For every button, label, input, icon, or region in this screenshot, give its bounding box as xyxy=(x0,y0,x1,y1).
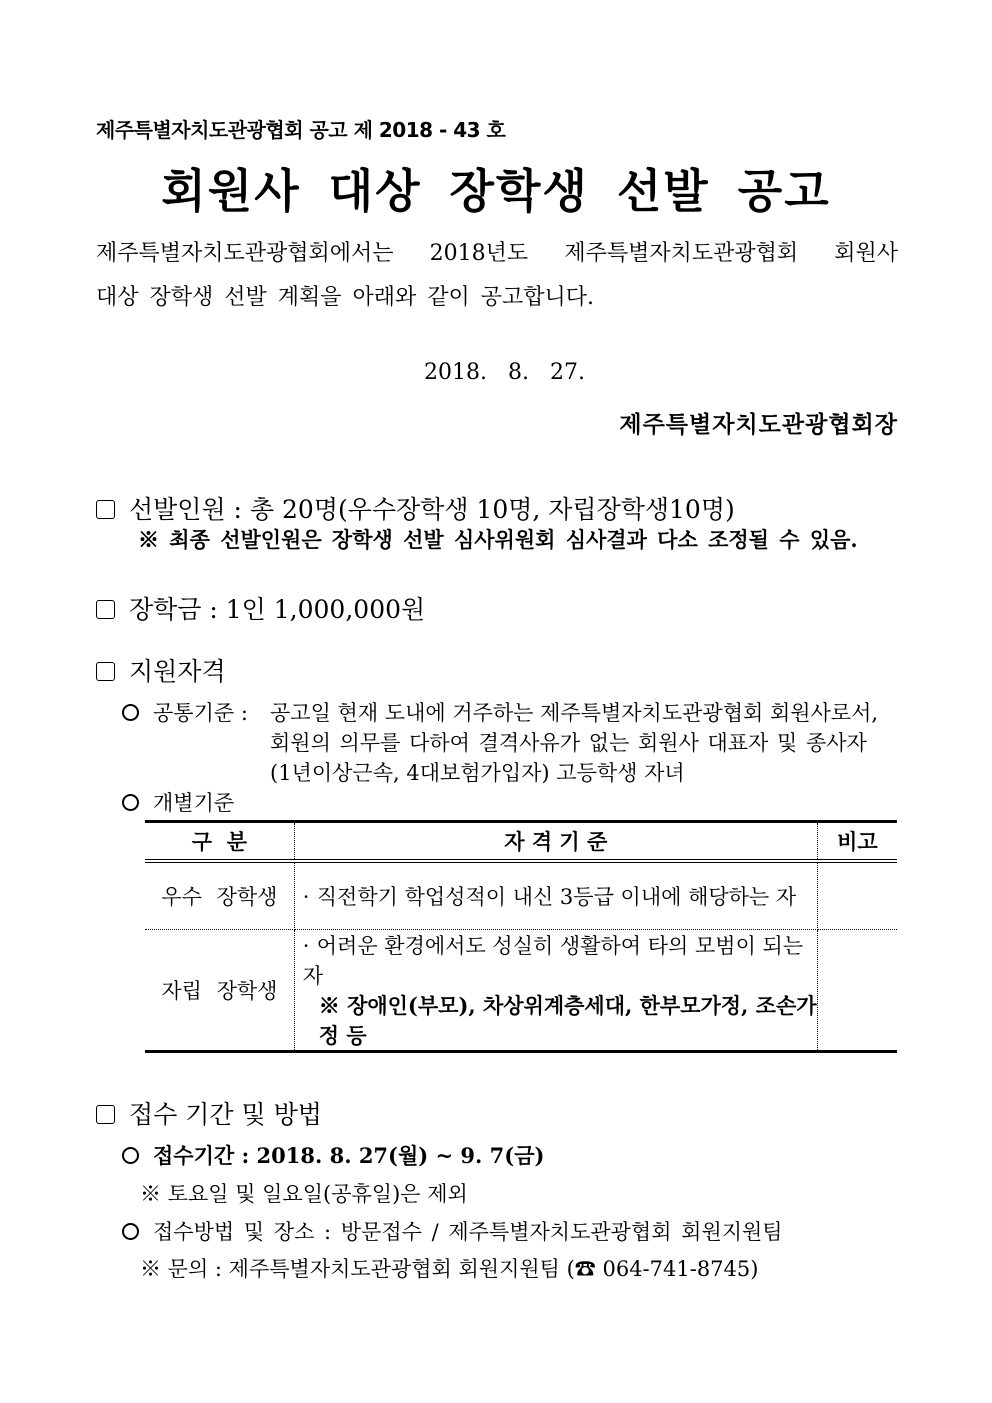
row-note xyxy=(817,861,897,930)
issuer-name: 제주특별자치도관광협회장 xyxy=(619,411,898,438)
row-category: 우수 장학생 xyxy=(145,861,294,930)
circle-bullet-icon xyxy=(122,1147,139,1164)
circle-bullet-icon xyxy=(122,794,139,811)
circle-bullet-icon xyxy=(122,1223,139,1240)
selection-note: ※ 최종 선발인원은 장학생 선발 심사위원회 심사결과 다소 조정될 수 있음. xyxy=(138,527,858,552)
common-criteria-line: 공고일 현재 도내에 거주하는 제주특별자치도관광협회 회원사로서, xyxy=(270,701,879,725)
section-heading: 접수 기간 및 방법 xyxy=(129,1100,322,1129)
checkbox-square-icon xyxy=(96,500,115,519)
section-scholarship xyxy=(96,590,425,626)
section-heading: 장학금 : 1인 1,000,000원 xyxy=(129,595,426,624)
section-selection xyxy=(96,490,735,526)
row-category: 자립 장학생 xyxy=(145,930,294,1052)
contact-info: ※ 문의 : 제주특별자치도관광협회 회원지원팀 (☎ 064-741-8745) xyxy=(140,1257,759,1281)
section-heading: 선발인원 : 총 20명(우수장학생 10명, 자립장학생10명) xyxy=(129,495,735,524)
period-note: ※ 토요일 및 일요일(공휴일)은 제외 xyxy=(140,1182,468,1206)
row-note xyxy=(817,930,897,1052)
section-heading: 지원자격 xyxy=(129,657,226,686)
row-criteria: · 직전학기 학업성적이 내신 3등급 이내에 해당하는 자 xyxy=(294,861,817,930)
row-sub-note: ※ 장애인(부모), 차상위계층세대, 한부모가정, 조손가정 등 xyxy=(318,993,817,1048)
row-criteria: · 어려운 환경에서도 성실히 생활하여 타의 모범이 되는 자 ※ 장애인(부모), 차상위계층세대, 한부모가정, 조손가정 등 xyxy=(294,930,817,1052)
circle-bullet-icon xyxy=(122,704,139,721)
bullet-dot-icon: · xyxy=(302,934,310,958)
header-note: 비고 xyxy=(817,822,897,862)
bullet-dot-icon: · xyxy=(302,885,310,909)
common-criteria-line: (1년이상근속, 4대보험가입자) 고등학생 자녀 xyxy=(270,761,685,785)
checkbox-square-icon xyxy=(96,662,115,681)
table-header-row xyxy=(145,822,897,862)
header-criteria: 자 격 기 준 xyxy=(294,822,817,862)
intro-line-2: 대상 장학생 선발 계획을 아래와 같이 공고합니다. xyxy=(96,285,594,310)
application-period: 접수기간 : 2018. 8. 27(월) ~ 9. 7(금) xyxy=(122,1140,544,1170)
intro-line-1: 제주특별자치도관광협회에서는 2018년도 제주특별자치도관광협회 회원사 xyxy=(96,241,898,266)
criteria-table xyxy=(145,820,897,1053)
document-number: 제주특별자치도관광협회 공고 제 2018 - 43 호 xyxy=(96,118,506,142)
table-row xyxy=(145,861,897,930)
checkbox-square-icon xyxy=(96,1105,115,1124)
individual-criteria-label: 개별기준 xyxy=(122,787,234,817)
section-eligibility xyxy=(96,652,226,688)
page-title: 회원사 대상 장학생 선발 공고 xyxy=(161,164,831,218)
section-application xyxy=(96,1095,322,1131)
application-method: 접수방법 및 장소 : 방문접수 / 제주특별자치도관광협회 회원지원팀 xyxy=(122,1216,783,1246)
checkbox-square-icon xyxy=(96,600,115,619)
header-category: 구 분 xyxy=(145,822,294,862)
table-row xyxy=(145,930,897,1052)
common-criteria-label: 공통기준 : xyxy=(122,697,248,727)
common-criteria-line: 회원의 의무를 다하여 결격사유가 없는 회원사 대표자 및 종사자 xyxy=(270,731,867,755)
announcement-date: 2018. 8. 27. xyxy=(424,360,585,385)
